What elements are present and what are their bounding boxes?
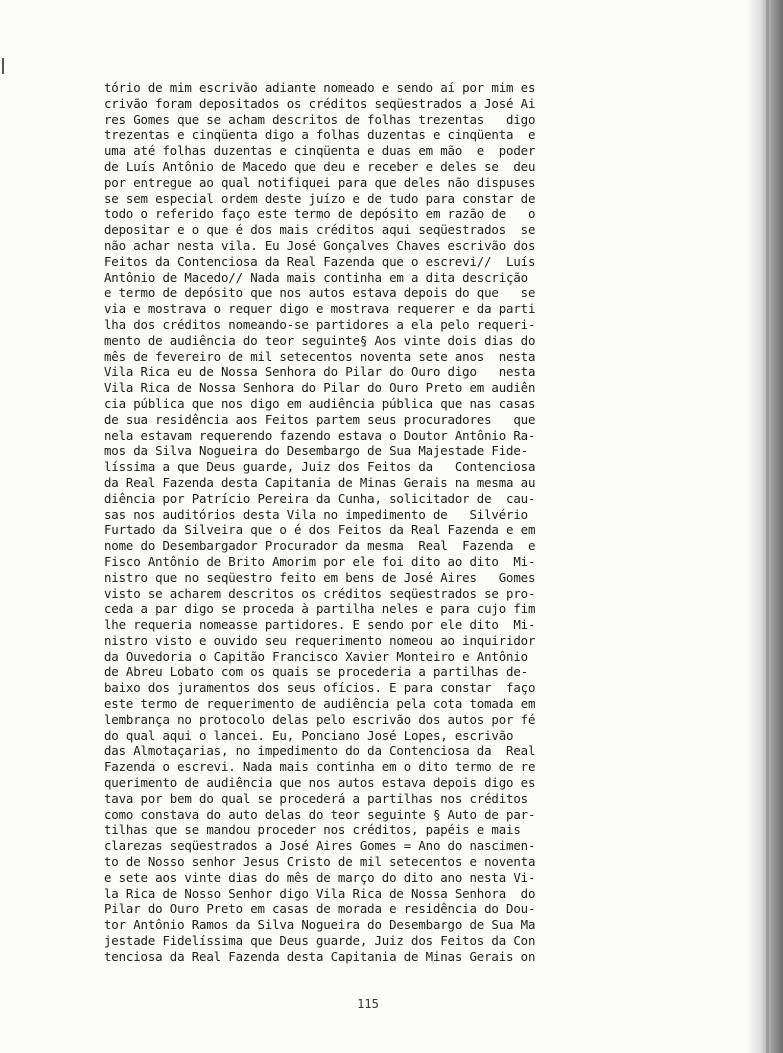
text-line: Feitos da Contenciosa da Real Fazenda que o escrevi// Luís bbox=[104, 253, 536, 269]
text-line: tor Antônio Ramos da Silva Nogueira do Desembargo de Sua Ma bbox=[104, 917, 536, 933]
text-line: tório de mim escrivão adiante nomeado e sendo aí por mim es bbox=[104, 80, 536, 95]
text-line: mento de audiência do teor seguinte§ Aos vinte dois dias do bbox=[104, 332, 536, 348]
text-line: líssima a que Deus guarde, Juiz dos Feitos da Contenciosa bbox=[104, 459, 536, 475]
text-line: querimento de audiência que nos autos estava depois digo es bbox=[104, 775, 536, 791]
text-line: da Ouvedoria o Capitão Francisco Xavier Monteiro e Antônio bbox=[104, 648, 528, 664]
page-edge-shadow bbox=[747, 0, 783, 1053]
text-line: Pilar do Ouro Preto em casas de morada e residência do Dou- bbox=[104, 901, 536, 917]
text-line: cia pública que nos digo em audiência pública que nas casas bbox=[104, 395, 536, 411]
text-line: diência por Patrício Pereira da Cunha, solicitador de cau- bbox=[104, 490, 536, 506]
text-line: lembrança no protocolo delas pelo escrivão dos autos por fé bbox=[104, 711, 536, 727]
text-line: Vila Rica de Nossa Senhora do Pilar do Ouro Preto em audiên bbox=[104, 380, 536, 396]
text-line: res Gomes que se acham descritos de folhas trezentas digo bbox=[104, 111, 536, 127]
text-line: por entregue ao qual notifiquei para que deles não dispuses bbox=[104, 174, 536, 190]
text-line: mos da Silva Nogueira do Desembargo de Sua Majestade Fide- bbox=[104, 443, 528, 459]
text-line: uma até folhas duzentas e cinqüenta e duas em mão e poder bbox=[104, 143, 536, 159]
text-line: nistro visto e ouvido seu requerimento nomeou ao inquiridor bbox=[104, 632, 536, 648]
page-number: 115 bbox=[357, 997, 379, 1011]
text-line: la Rica de Nosso Senhor digo Vila Rica de Nossa Senhora do bbox=[104, 885, 536, 901]
text-line: todo o referido faço este termo de depósito em razão de o bbox=[104, 206, 536, 222]
text-line: da Real Fazenda desta Capitania de Minas Gerais na mesma au bbox=[104, 474, 536, 490]
text-line: Antônio de Macedo// Nada mais continha em a dita descrição bbox=[104, 269, 528, 285]
text-line: sas nos auditórios desta Vila no impedimento de Silvério bbox=[104, 506, 528, 522]
text-line: de Luís Antônio de Macedo que deu e receber e deles se deu bbox=[104, 158, 536, 174]
text-line: das Almotaçarias, no impedimento do da Contenciosa da Real bbox=[104, 743, 536, 759]
text-line: jestade Fidelíssima que Deus guarde, Juiz dos Feitos da Con bbox=[104, 933, 536, 949]
text-line: ceda a par digo se proceda à partilha neles e para cujo fim bbox=[104, 601, 536, 617]
text-line: depositar e o que é dos mais créditos aqui seqüestrados se bbox=[104, 222, 536, 238]
text-line: como constava do auto delas do teor seguinte § Auto de par- bbox=[104, 806, 536, 822]
text-line: lha dos créditos nomeando-se partidores a ela pelo requeri- bbox=[104, 316, 536, 332]
text-line: do qual aqui o lancei. Eu, Ponciano José Lopes, escrivão bbox=[104, 727, 514, 743]
text-line: trezentas e cinqüenta digo a folhas duzentas e cinqüenta e bbox=[104, 127, 536, 143]
text-line: nistro que no seqüestro feito em bens de José Aires Gomes bbox=[104, 569, 536, 585]
text-line: tilhas que se mandou proceder nos créditos, papéis e mais bbox=[104, 822, 521, 838]
text-line: e termo de depósito que nos autos estava depois do que se bbox=[104, 285, 536, 301]
text-line: Furtado da Silveira que o é dos Feitos da Real Fazenda e em bbox=[104, 522, 536, 538]
text-line: via e mostrava o requer digo e mostrava requerer e da parti bbox=[104, 301, 536, 317]
text-line: crivão foram depositados os créditos seqüestrados a José Ai bbox=[104, 95, 536, 111]
text-line: lhe requeria nomeasse partidores. E sendo por ele dito Mi- bbox=[104, 617, 536, 633]
body-text bbox=[104, 80, 624, 965]
text-line: baixo dos juramentos dos seus ofícios. E para constar faço bbox=[104, 680, 536, 696]
text-line: e sete aos vinte dias do mês de março do dito ano nesta Vi- bbox=[104, 869, 536, 885]
text-line: tenciosa da Real Fazenda desta Capitania de Minas Gerais on bbox=[104, 948, 536, 964]
text-line: não achar nesta vila. Eu José Gonçalves Chaves escrivão dos bbox=[104, 237, 536, 253]
text-line: este termo de requerimento de audiência pela cota tomada em bbox=[104, 696, 536, 712]
text-line: se sem especial ordem deste juízo e de tudo para constar de bbox=[104, 190, 536, 206]
text-line: Vila Rica eu de Nossa Senhora do Pilar do Ouro digo nesta bbox=[104, 364, 536, 380]
text-line: clarezas seqüestrados a José Aires Gomes = Ano do nascimen- bbox=[104, 838, 536, 854]
text-line: tava por bem do qual se procederá a partilhas nos créditos bbox=[104, 790, 528, 806]
text-line: visto se acharem descritos os créditos seqüestrados se pro- bbox=[104, 585, 536, 601]
text-line: de Abreu Lobato com os quais se procederia a partilhas de- bbox=[104, 664, 528, 680]
text-line: to de Nosso senhor Jesus Cristo de mil setecentos e noventa bbox=[104, 854, 536, 870]
text-line: nome do Desembargador Procurador da mesma Real Fazenda e bbox=[104, 538, 536, 554]
text-line: nela estavam requerendo fazendo estava o Doutor Antônio Ra- bbox=[104, 427, 536, 443]
text-line: de sua residência aos Feitos partem seus procuradores que bbox=[104, 411, 536, 427]
binding-mark bbox=[2, 58, 4, 74]
text-line: mês de fevereiro de mil setecentos noventa sete anos nesta bbox=[104, 348, 536, 364]
page-edge-line bbox=[766, 0, 769, 1053]
text-line: Fisco Antônio de Brito Amorim por ele foi dito ao dito Mi- bbox=[104, 553, 536, 569]
text-line: Fazenda o escrevi. Nada mais continha em o dito termo de re bbox=[104, 759, 536, 775]
